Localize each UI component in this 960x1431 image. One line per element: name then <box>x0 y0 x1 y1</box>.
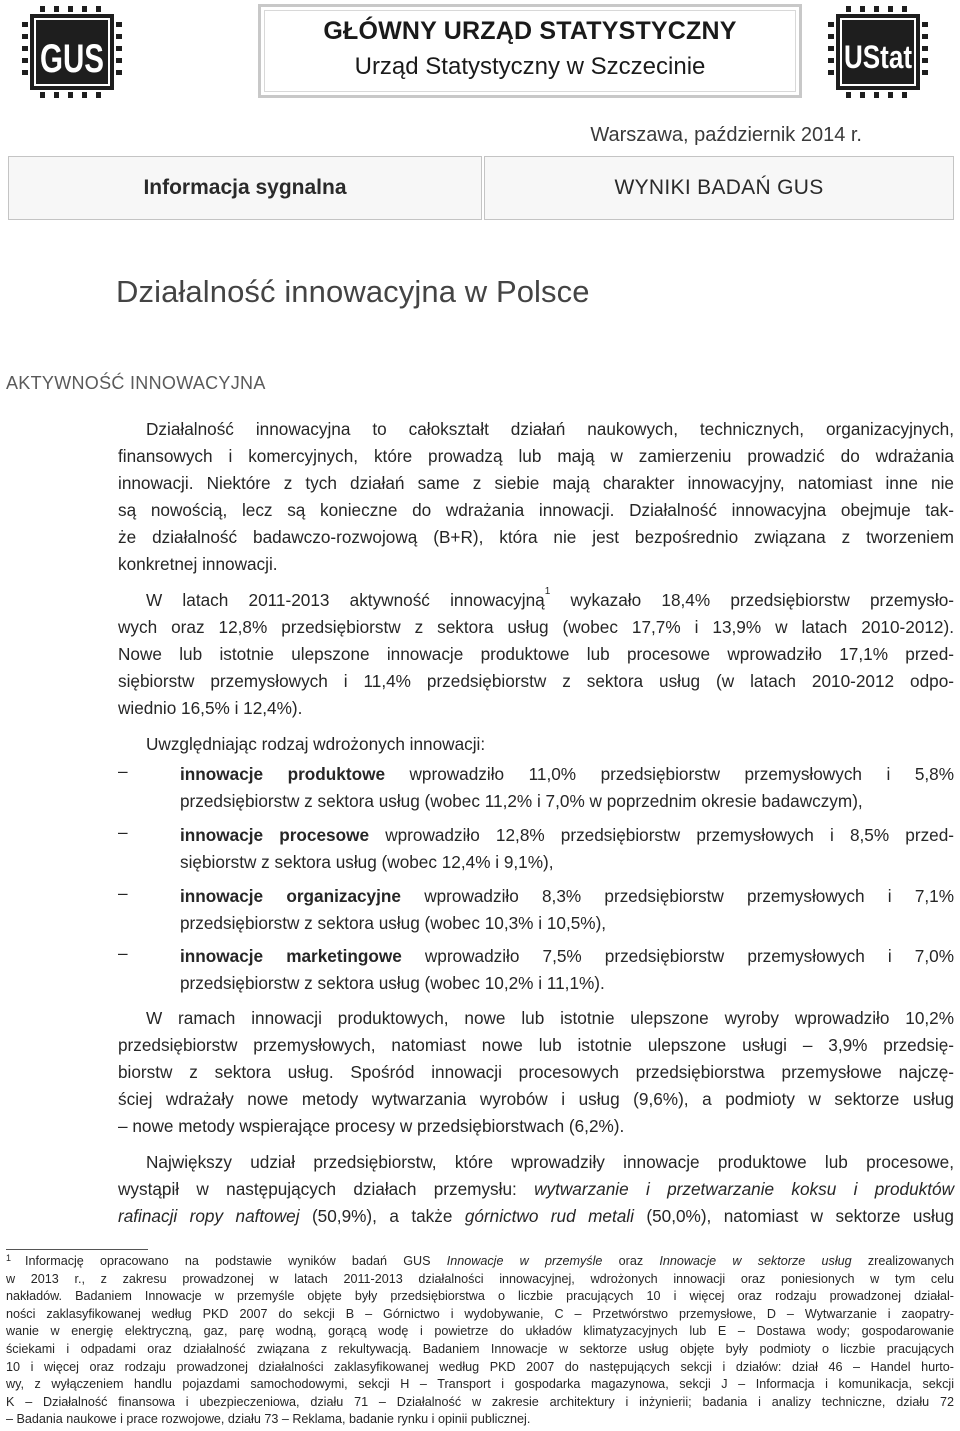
text-line: biorstw z sektora usług. Spośród innowacji procesowych przedsiębiorstwa przemysłowe najczę- <box>118 1062 954 1082</box>
list-item <box>180 943 954 997</box>
text-line: innowacje produktowe wprowadziło 11,0% przedsiębiorstw przemysłowych i 5,8% <box>180 764 954 784</box>
place-date: Warszawa, październik 2014 r. <box>590 124 862 146</box>
text-line: W ramach innowacji produktowych, nowe lub istotnie ulepszone wyroby wprowadziło 10,2% <box>146 1008 954 1028</box>
list-item <box>180 761 954 815</box>
gus-logo-text: GUS <box>40 37 104 81</box>
text-line: wiednio 16,5% i 12,4%). <box>118 698 303 718</box>
footnote-line: $^1$ Informację opracowano na podstawie wyników badań GUS Innowacje w przemyśle oraz Innowacje w sektorze usług zrealizowanych <box>6 1253 954 1268</box>
text-line: przedsiębiorstw z sektora usług (wobec 11,2% i 7,0% w poprzednim okresie badawczym), <box>180 791 863 811</box>
footnote-line: ności zaklasyfikowanej według PKD 2007 do sekcji B – Górnictwo i wydobywanie, C – Przetwórstwo przemysłowe, D – Wytwarzanie i zaopatry- <box>6 1306 954 1321</box>
list-item <box>180 883 954 937</box>
term-bold: innowacje organizacyjne <box>180 886 401 906</box>
list-dash: – <box>118 761 128 781</box>
text-line: Działalność innowacyjna to całokształt działań naukowych, technicznych, organizacyjnych, <box>146 419 954 439</box>
text-line: ściej wdrażały nowe metody wytwarzania wyrobów i usług (9,6%), a podmioty w sektorze usług <box>118 1089 954 1109</box>
footnote-line: wanie w energię elektryczną, gaz, parę wodną, gorącą wodę i powietrze do układów klimatyzacyjnych lub E – Dostawa wody; gospodarowanie <box>6 1324 954 1339</box>
doc-type: Informacja sygnalna <box>143 176 347 199</box>
footnote-line: K – Działalność finansowa i ubezpieczeniowa, działu 71 – Działalność w zakresie architektury i inżynierii; badania i analizy techniczne, działu 72 <box>6 1394 954 1409</box>
paragraph-activity <box>118 587 954 722</box>
series-label: WYNIKI BADAŃ GUS <box>614 176 824 199</box>
list-dash: – <box>118 883 128 903</box>
text-line: innowacji. Niektóre z tych działań same z siebie mają charakter innowacyjny, natomiast inne nie <box>118 473 954 493</box>
footnote-line: wy, z wyłączeniem handlu pojazdami samochodowymi, sekcji H – Transport i gospodarka magazynowa, sekcji J – Informacja i komunikacja, sekcji <box>6 1377 954 1392</box>
section-heading: AKTYWNOŚĆ INNOWACYJNA <box>6 373 266 393</box>
page-title: Działalność innowacyjna w Polsce <box>116 274 590 309</box>
footnote-ref: 1 <box>544 586 551 597</box>
footnote-line: w 2013 r., z zakresu prowadzonej w latach 2011-2013 działalności innowacyjnej, wdrożonych innowacji oraz poniesionych w tym celu <box>6 1271 954 1286</box>
footnote-line: – Badania naukowe i prace rozwojowe, działu 73 – Reklama, badanie rynku i opinii publicznej. <box>6 1412 531 1427</box>
ustat-logo <box>822 6 934 98</box>
footnote-line: ściekami i odpadami oraz działalność związana z rekultywacją. Badaniem Innowacje w sektorze usług objęte były podmioty o liczbie pracujących <box>6 1341 954 1356</box>
term-bold: innowacje produktowe <box>180 764 385 784</box>
text-line: innowacje marketingowe wprowadziło 7,5% przedsiębiorstw przemysłowych i 7,0% <box>180 946 954 966</box>
paragraph-largest-share <box>118 1149 954 1230</box>
footnote-line: nakładów. Badaniem Innowacje w przemyśle objęte były przedsiębiorstwa o liczbie pracujących 10 i więcej oraz rodzaju prowadzonej działal- <box>6 1289 954 1304</box>
footnote-separator <box>6 1249 148 1250</box>
ustat-logo-text: UStat <box>844 39 913 75</box>
list-item <box>180 822 954 876</box>
paragraph-product-process <box>118 1005 954 1140</box>
text-line: Nowe lub istotnie ulepszone innowacje produktowe lub procesowe wprowadziło 17,1% przed- <box>118 644 954 664</box>
footnote-line: 10 i więcej oraz rodzaju prowadzonej działalności zaklasyfikowanej według PKD 2007 do następujących sekcji i działów: dział 46 – Handel hurto- <box>6 1359 954 1374</box>
list-dash: – <box>118 822 128 842</box>
text-line: innowacje procesowe wprowadziło 12,8% przedsiębiorstw przemysłowych i 8,5% przed- <box>180 825 954 845</box>
paragraph-intro-list <box>118 731 954 758</box>
text-line: przedsiębiorstw z sektora usług (wobec 10,3% i 10,5%), <box>180 913 607 933</box>
term-bold: innowacje marketingowe <box>180 946 402 966</box>
text-line: Największy udział przedsiębiorstw, które wprowadziły innowacje produktowe lub procesowe, <box>146 1152 954 1172</box>
text-line: innowacje organizacyjne wprowadziło 8,3% przedsiębiorstw przemysłowych i 7,1% <box>180 886 954 906</box>
footnote-number: 1 <box>6 1253 12 1263</box>
text-line: W latach 2011-2013 aktywność innowacyjną$^1$ wykazało 18,4% przedsiębiorstw przemysło- <box>146 586 954 610</box>
text-line: – nowe metody wspierające procesy w przedsiębiorstwach (6,2%). <box>118 1116 625 1136</box>
text-line: wych oraz 12,8% przedsiębiorstw z sektora usług (wobec 17,7% i 13,9% w latach 2010-2012). <box>118 617 954 637</box>
text-line: siębiorstw przemysłowych i 11,4% przedsiębiorstw z sektora usług (w latach 2010-2012 odpo- <box>118 671 954 691</box>
header-title-box <box>258 4 802 98</box>
term-bold: innowacje procesowe <box>180 825 370 845</box>
text-line: wystąpił w następujących działach przemysłu: wytwarzanie i przetwarzanie koksu i produktów <box>118 1179 954 1199</box>
series-box <box>484 156 954 220</box>
text-line: rafinacji ropy naftowej (50,9%), a także górnictwo rud metali (50,0%), natomiast w sektorze usług <box>118 1206 954 1226</box>
org-office: Urząd Statystyczny w Szczecinie <box>354 53 706 80</box>
org-name: GŁÓWNY URZĄD STATYSTYCZNY <box>323 17 737 45</box>
footnote <box>6 1253 954 1429</box>
text-line: przedsiębiorstw przemysłowych, natomiast nowe lub istotnie ulepszone usługi – 3,9% przedsię- <box>118 1035 954 1055</box>
paragraph-definition <box>118 416 954 578</box>
text-line: konkretnej innowacji. <box>118 554 278 574</box>
text-line: są nowością, lecz są konieczne do wdrażania innowacji. Działalność innowacyjna obejmuje tak- <box>118 500 954 520</box>
text-line: Uwzględniając rodzaj wdrożonych innowacji: <box>146 734 486 754</box>
text-line: przedsiębiorstw z sektora usług (wobec 10,2% i 11,1%). <box>180 973 605 993</box>
text-line: finansowych i komercyjnych, które prowadzą lub mają w zamierzeniu prowadzić do wdrażania <box>118 446 954 466</box>
text-line: siębiorstw z sektora usług (wobec 12,4% i 9,1%), <box>180 852 554 872</box>
doc-type-box <box>8 156 482 220</box>
gus-logo <box>16 6 128 98</box>
list-dash: – <box>118 943 128 963</box>
text-line: że działalność badawczo-rozwojową (B+R), która nie jest bezpośrednio związana z tworzeniem <box>118 527 954 547</box>
